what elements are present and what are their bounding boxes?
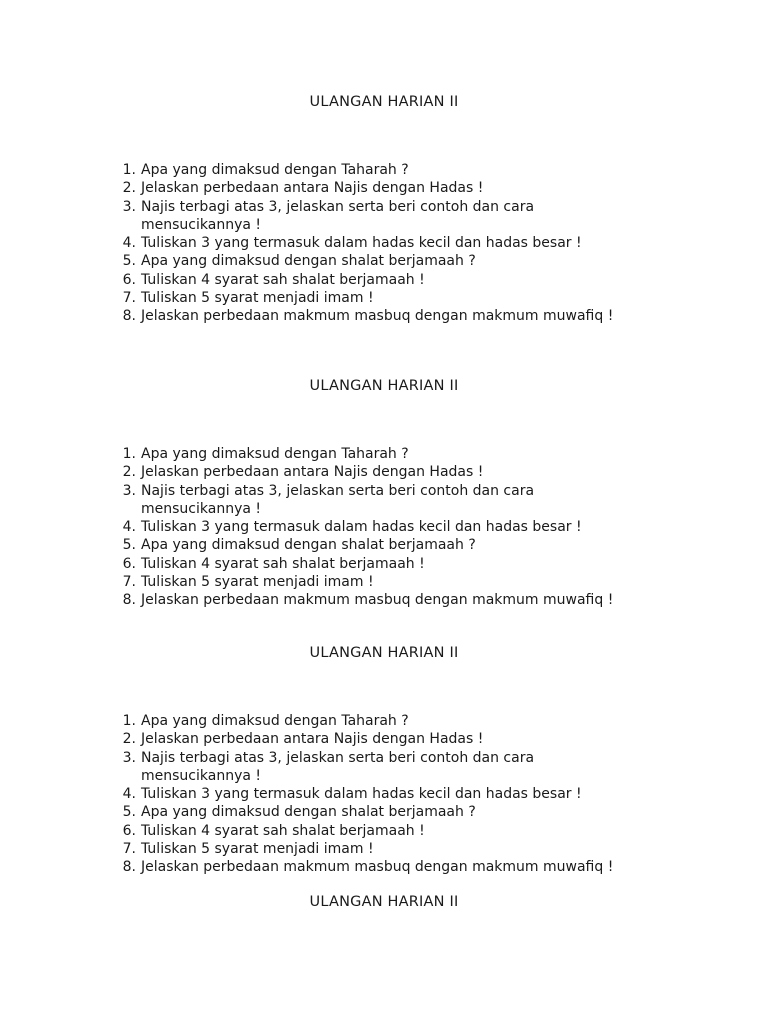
question-number: 2. [122,180,136,197]
question-text: Tuliskan 4 syarat sah shalat berjamaah ! [141,822,425,839]
question-text: Tuliskan 3 yang termasuk dalam hadas kecil dan hadas besar ! [141,519,582,536]
list-item [108,463,668,481]
question-text: Apa yang dimaksud dengan Taharah ? [141,713,409,729]
question-text: Najis terbagi atas 3, jelaskan serta beri contoh dan cara mensucikannya ! [141,749,535,784]
question-number: 2. [122,464,136,481]
question-number: 4. [122,519,136,536]
question-text: Tuliskan 4 syarat sah shalat berjamaah ! [141,271,425,288]
question-text: Apa yang dimaksud dengan Taharah ? [141,162,409,178]
question-text: Tuliskan 3 yang termasuk dalam hadas kecil dan hadas besar ! [141,235,582,252]
section-3-question-list [108,712,668,877]
question-number: 8. [122,308,136,325]
list-item [108,712,668,730]
list-item [108,749,668,786]
list-item [108,252,668,270]
question-number: 8. [122,592,136,609]
question-number: 3. [122,198,136,215]
list-item [108,289,668,307]
list-item [108,803,668,821]
list-item [108,161,668,179]
question-text: Apa yang dimaksud dengan Taharah ? [141,446,409,462]
list-item [108,518,668,536]
question-number: 7. [122,841,136,858]
question-text: Tuliskan 5 syarat menjadi imam ! [141,290,374,307]
list-item [108,573,668,591]
question-text: Jelaskan perbedaan makmum masbuq dengan makmum muwafiq ! [141,859,614,876]
list-item [108,271,668,289]
list-item [108,179,668,197]
question-text: Apa yang dimaksud dengan shalat berjamaah ? [141,804,476,821]
list-item [108,822,668,840]
question-number: 1. [122,162,136,178]
question-number: 4. [122,235,136,252]
question-number: 1. [122,713,136,729]
question-text: Najis terbagi atas 3, jelaskan serta beri contoh dan cara mensucikannya ! [141,482,535,517]
question-text: Jelaskan perbedaan antara Najis dengan Hadas ! [141,731,484,748]
question-text: Jelaskan perbedaan antara Najis dengan Hadas ! [141,180,484,197]
question-number: 7. [122,574,136,591]
question-number: 5. [122,804,136,821]
question-number: 6. [122,555,136,572]
section-4-title: ULANGAN HARIAN II [309,894,459,910]
question-number: 5. [122,537,136,554]
list-item [108,198,668,235]
question-text: Tuliskan 5 syarat menjadi imam ! [141,841,374,858]
list-item [108,536,668,554]
question-number: 1. [122,446,136,462]
list-item [108,445,668,463]
list-item [108,785,668,803]
list-item [108,858,668,876]
question-text: Jelaskan perbedaan makmum masbuq dengan makmum muwafiq ! [141,592,614,609]
list-item [108,555,668,573]
question-number: 4. [122,786,136,803]
section-3-title: ULANGAN HARIAN II [309,645,459,661]
list-item [108,730,668,748]
question-text: Tuliskan 3 yang termasuk dalam hadas kecil dan hadas besar ! [141,786,582,803]
section-1-title: ULANGAN HARIAN II [309,94,459,110]
question-number: 3. [122,749,136,766]
question-number: 3. [122,482,136,499]
list-item [108,307,668,325]
section-2-question-list [108,445,668,610]
question-number: 8. [122,859,136,876]
question-number: 6. [122,822,136,839]
question-text: Apa yang dimaksud dengan shalat berjamaah ? [141,253,476,270]
question-number: 7. [122,290,136,307]
question-text: Tuliskan 5 syarat menjadi imam ! [141,574,374,591]
section-1-question-list [108,161,668,326]
section-2-title: ULANGAN HARIAN II [309,378,459,394]
list-item [108,840,668,858]
question-text: Najis terbagi atas 3, jelaskan serta beri contoh dan cara mensucikannya ! [141,198,535,233]
question-text: Jelaskan perbedaan antara Najis dengan Hadas ! [141,464,484,481]
question-number: 2. [122,731,136,748]
question-text: Apa yang dimaksud dengan shalat berjamaah ? [141,537,476,554]
list-item [108,234,668,252]
question-number: 6. [122,271,136,288]
list-item [108,482,668,519]
question-number: 5. [122,253,136,270]
list-item [108,591,668,609]
question-text: Jelaskan perbedaan makmum masbuq dengan makmum muwafiq ! [141,308,614,325]
question-text: Tuliskan 4 syarat sah shalat berjamaah ! [141,555,425,572]
